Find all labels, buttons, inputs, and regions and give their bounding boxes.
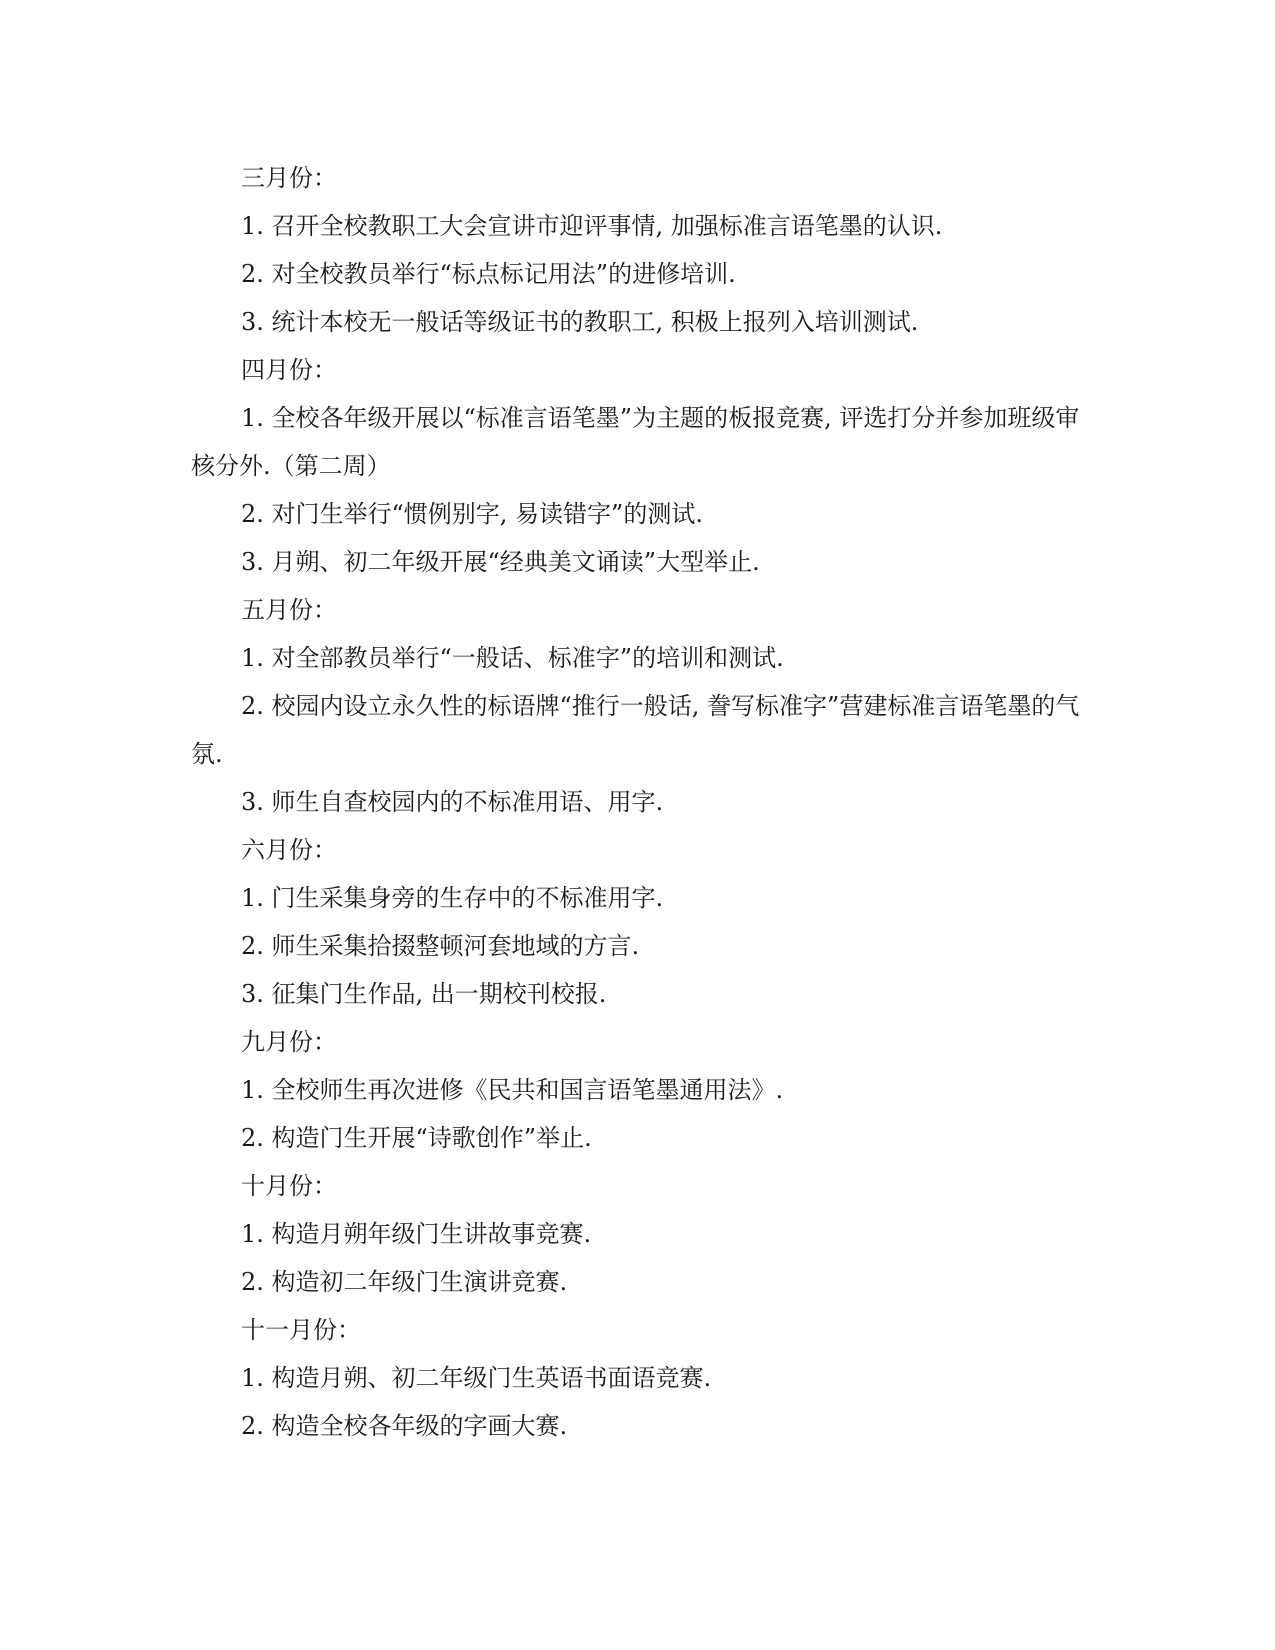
list-item: 1. 召开全校教职工大会宣讲市迎评事情, 加强标准言语笔墨的认识.	[241, 212, 943, 240]
list-item: 3. 征集门生作品, 出一期校刊校报.	[241, 980, 607, 1008]
month-heading-may: 五月份：	[241, 596, 337, 624]
month-heading-june: 六月份：	[241, 836, 337, 864]
list-item: 2. 师生采集拾掇整顿河套地域的方言.	[241, 932, 640, 960]
month-heading-november: 十一月份：	[241, 1316, 361, 1344]
list-item: 1. 门生采集身旁的生存中的不标准用字.	[241, 884, 664, 912]
month-heading-march: 三月份：	[241, 164, 337, 192]
document-body	[191, 154, 1081, 1450]
list-item: 2. 构造全校各年级的字画大赛.	[241, 1412, 568, 1440]
month-heading-april: 四月份：	[241, 356, 337, 384]
list-item: 3. 师生自查校园内的不标准用语、用字.	[241, 788, 664, 816]
list-item: 3. 统计本校无一般话等级证书的教职工, 积极上报列入培训测试.	[241, 308, 919, 336]
list-item: 1. 对全部教员举行“一般话、标准字”的培训和测试.	[241, 644, 784, 672]
month-heading-october: 十月份：	[241, 1172, 337, 1200]
month-heading-september: 九月份：	[241, 1028, 337, 1056]
list-item: 1. 全校各年级开展以“标准言语笔墨”为主题的板报竞赛, 评选打分并参加班级审核分外.（第二周）	[191, 404, 1080, 480]
list-item: 2. 校园内设立永久性的标语牌“推行一般话, 誊写标准字”营建标准言语笔墨的气氛.	[191, 692, 1080, 768]
list-item: 1. 构造月朔年级门生讲故事竞赛.	[241, 1220, 592, 1248]
list-item: 2. 构造门生开展“诗歌创作”举止.	[241, 1124, 592, 1152]
list-item: 2. 构造初二年级门生演讲竞赛.	[241, 1268, 568, 1296]
list-item: 2. 对门生举行“惯例别字, 易读错字”的测试.	[241, 500, 703, 528]
list-item: 1. 全校师生再次进修《民共和国言语笔墨通用法》.	[241, 1076, 784, 1104]
list-item: 3. 月朔、初二年级开展“经典美文诵读”大型举止.	[241, 548, 760, 576]
list-item: 2. 对全校教员举行“标点标记用法”的进修培训.	[241, 260, 736, 288]
list-item: 1. 构造月朔、初二年级门生英语书面语竞赛.	[241, 1364, 712, 1392]
